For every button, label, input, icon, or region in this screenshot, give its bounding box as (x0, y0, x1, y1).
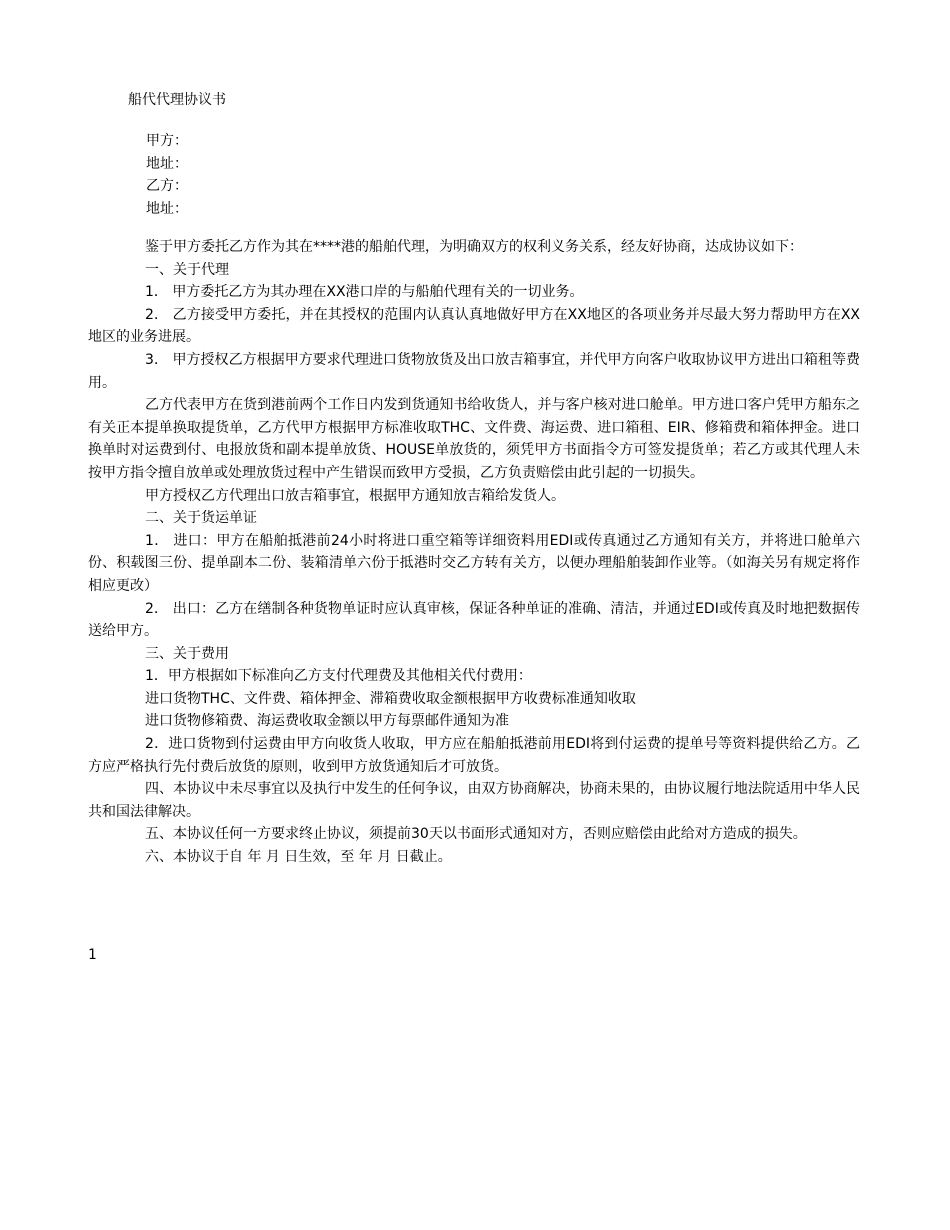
clause-paragraph: 2．进口货物到付运费由甲方向收货人收取，甲方应在船舶抵港前用EDI将到付运费的提单号等资料提供给乙方。乙方应严格执行先付费后放货的原则，收到甲方放货通知后才可放货。 (88, 736, 860, 775)
preamble-paragraph: 鉴于甲方委托乙方作为其在****港的船舶代理，为明确双方的权利义务关系，经友好协商，达成协议如下： (145, 239, 803, 255)
page-number: 1 (88, 947, 97, 963)
party-b-label: 乙方： (146, 178, 188, 194)
clause-paragraph: 1． 甲方委托乙方为其办理在XX港口岸的与船舶代理有关的一切业务。 (145, 284, 584, 301)
clause-paragraph: 六、本协议于自 年 月 日生效，至 年 月 日截止。 (145, 849, 452, 866)
clause-paragraph: 1． 进口：甲方在船舶抵港前24小时将进口重空箱等详细资料用EDI或传真通过乙方通知有关方，并将进口舱单六份、积载图三份、提单副本二份、装箱清单六份于抵港时交乙方转有关方，以便办理船舶装卸作业等。（如海关另有规定将作相应更改） (88, 532, 860, 594)
clause-paragraph: 进口货物THC、文件费、箱体押金、滞箱费收取金额根据甲方收费标准通知收取 (145, 690, 636, 707)
clause-paragraph: 1．甲方根据如下标准向乙方支付代理费及其他相关代付费用： (145, 668, 532, 685)
clause-paragraph: 甲方授权乙方代理出口放吉箱事宜，根据甲方通知放吉箱给发货人。 (145, 487, 565, 504)
section-heading-fees: 三、关于费用 (145, 645, 229, 662)
clause-paragraph: 2． 出口：乙方在缮制各种货物单证时应认真审核，保证各种单证的准确、清洁，并通过EDI或传真及时地把数据传送给甲方。 (88, 600, 860, 640)
clause-paragraph: 3． 甲方授权乙方根据甲方要求代理进口货物放货及出口放吉箱事宜，并代甲方向客户收取协议甲方进出口箱租等费用。 (88, 351, 860, 391)
section-heading-agency: 一、关于代理 (145, 261, 229, 278)
party-a-label: 甲方： (146, 133, 188, 149)
document-title: 船代代理协议书 (128, 92, 226, 108)
agreement-body (88, 236, 860, 869)
clause-paragraph: 进口货物修箱费、海运费收取金额以甲方每票邮件通知为准 (145, 713, 509, 730)
clause-paragraph: 四、本协议中未尽事宜以及执行中发生的任何争议，由双方协商解决，协商未果的，由协议履行地法院适用中华人民共和国法律解决。 (88, 781, 860, 820)
parties-block (146, 130, 188, 220)
clause-paragraph: 2． 乙方接受甲方委托，并在其授权的范围内认真认真地做好甲方在XX地区的各项业务并尽最大努力帮助甲方在XX地区的业务进展。 (88, 306, 860, 346)
party-b-address-label: 地址： (146, 200, 188, 217)
section-heading-documents: 二、关于货运单证 (145, 510, 257, 527)
party-a-address-label: 地址： (146, 155, 188, 172)
clause-paragraph: 五、本协议任何一方要求终止协议，须提前30天以书面形式通知对方，否则应赔偿由此给对方造成的损失。 (145, 826, 807, 843)
clause-paragraph: 乙方代表甲方在货到港前两个工作日内发到货通知书给收货人，并与客户核对进口舱单。甲方进口客户凭甲方船东之有关正本提单换取提货单，乙方代甲方根据甲方标准收取THC、文件费、海运费、进口箱租、EIR、修箱费和箱体押金。进口换单时对运费到付、电报放货和副本提单放货、HOUSE单放货的，须凭甲方书面指令方可签发提货单；若乙方或其代理人未按甲方指令擅自放单或处理放货过程中产生错误而致甲方受损，乙方负责赔偿由此引起的一切损失。 (88, 397, 860, 481)
